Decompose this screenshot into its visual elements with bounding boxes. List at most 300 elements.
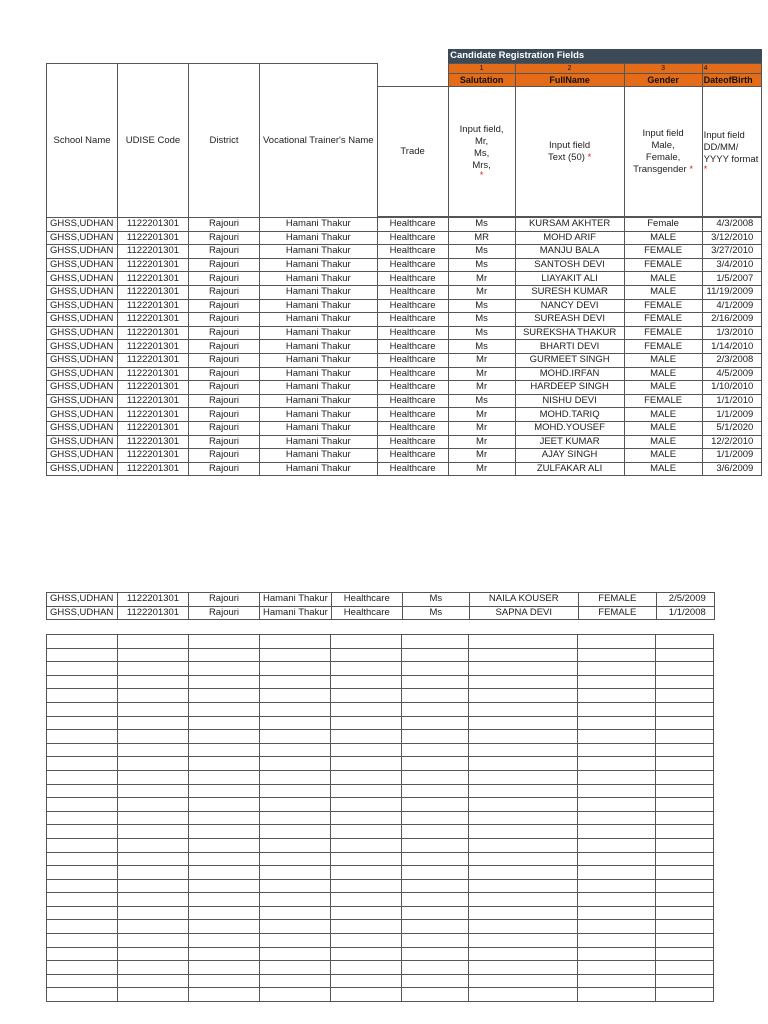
cell-salutation[interactable]: Mr [448,449,515,463]
cell-trade[interactable]: Healthcare [377,285,448,299]
empty-cell[interactable] [260,798,331,812]
empty-cell[interactable] [118,675,189,689]
cell-school-name[interactable]: GHSS,UDHAN [47,593,118,607]
empty-cell[interactable] [402,662,469,676]
cell-fullname[interactable]: SANTOSH DEVI [515,258,624,272]
cell-trade[interactable]: Healthcare [331,606,402,620]
cell-trainer-name[interactable]: Hamani Thakur [260,245,378,259]
cell-trainer-name[interactable]: Hamani Thakur [260,462,378,476]
empty-cell[interactable] [656,906,714,920]
empty-cell[interactable] [578,730,656,744]
cell-udise-code[interactable]: 1122201301 [118,313,189,327]
empty-cell[interactable] [260,635,331,649]
cell-dob[interactable]: 1/1/2010 [702,394,762,408]
cell-gender[interactable]: MALE [624,449,702,463]
empty-cell[interactable] [469,906,578,920]
empty-cell[interactable] [47,838,118,852]
empty-cell[interactable] [331,906,402,920]
empty-cell[interactable] [118,988,189,1002]
empty-cell[interactable] [47,825,118,839]
cell-gender[interactable]: FEMALE [624,313,702,327]
empty-cell[interactable] [118,716,189,730]
empty-cell[interactable] [331,730,402,744]
cell-udise-code[interactable]: 1122201301 [118,258,189,272]
cell-district[interactable]: Rajouri [189,462,260,476]
empty-cell[interactable] [402,988,469,1002]
cell-trade[interactable]: Healthcare [377,353,448,367]
empty-cell[interactable] [578,838,656,852]
empty-cell[interactable] [47,866,118,880]
cell-school-name[interactable]: GHSS,UDHAN [47,258,118,272]
empty-cell[interactable] [260,838,331,852]
empty-cell[interactable] [189,879,260,893]
empty-cell[interactable] [118,648,189,662]
cell-dob[interactable]: 3/4/2010 [702,258,762,272]
cell-gender[interactable]: FEMALE [624,245,702,259]
cell-trade[interactable]: Healthcare [377,367,448,381]
cell-fullname[interactable]: GURMEET SINGH [515,353,624,367]
empty-cell[interactable] [331,689,402,703]
cell-gender[interactable]: FEMALE [624,394,702,408]
empty-cell[interactable] [469,811,578,825]
empty-cell[interactable] [47,879,118,893]
empty-cell[interactable] [656,784,714,798]
cell-trade[interactable]: Healthcare [377,326,448,340]
empty-cell[interactable] [469,635,578,649]
empty-cell[interactable] [578,879,656,893]
cell-trade[interactable]: Healthcare [377,394,448,408]
empty-cell[interactable] [189,825,260,839]
cell-gender[interactable]: MALE [624,421,702,435]
empty-cell[interactable] [656,702,714,716]
empty-cell[interactable] [47,730,118,744]
empty-cell[interactable] [469,866,578,880]
empty-cell[interactable] [47,974,118,988]
empty-cell[interactable] [578,702,656,716]
cell-school-name[interactable]: GHSS,UDHAN [47,449,118,463]
empty-cell[interactable] [118,879,189,893]
empty-cell[interactable] [331,974,402,988]
empty-cell[interactable] [402,635,469,649]
cell-fullname[interactable]: JEET KUMAR [515,435,624,449]
empty-cell[interactable] [189,689,260,703]
empty-cell[interactable] [331,988,402,1002]
empty-cell[interactable] [331,702,402,716]
cell-dob[interactable]: 2/5/2009 [656,593,714,607]
cell-trainer-name[interactable]: Hamani Thakur [260,285,378,299]
empty-cell[interactable] [656,770,714,784]
empty-cell[interactable] [118,974,189,988]
cell-district[interactable]: Rajouri [189,299,260,313]
empty-cell[interactable] [47,770,118,784]
empty-cell[interactable] [656,635,714,649]
empty-cell[interactable] [656,934,714,948]
empty-cell[interactable] [118,838,189,852]
empty-cell[interactable] [189,702,260,716]
empty-cell[interactable] [578,662,656,676]
empty-cell[interactable] [189,770,260,784]
cell-salutation[interactable]: Mr [448,435,515,449]
empty-cell[interactable] [469,879,578,893]
cell-trainer-name[interactable]: Hamani Thakur [260,449,378,463]
empty-cell[interactable] [331,866,402,880]
cell-fullname[interactable]: SUREASH DEVI [515,313,624,327]
cell-trainer-name[interactable]: Hamani Thakur [260,231,378,245]
empty-cell[interactable] [260,648,331,662]
cell-district[interactable]: Rajouri [189,231,260,245]
empty-cell[interactable] [578,811,656,825]
empty-cell[interactable] [331,675,402,689]
cell-gender[interactable]: MALE [624,408,702,422]
empty-cell[interactable] [331,879,402,893]
empty-cell[interactable] [47,961,118,975]
cell-salutation[interactable]: Mr [448,285,515,299]
cell-trade[interactable]: Healthcare [377,408,448,422]
empty-cell[interactable] [260,988,331,1002]
empty-cell[interactable] [469,689,578,703]
cell-school-name[interactable]: GHSS,UDHAN [47,313,118,327]
cell-udise-code[interactable]: 1122201301 [118,394,189,408]
empty-cell[interactable] [189,974,260,988]
cell-gender[interactable]: MALE [624,462,702,476]
empty-cell[interactable] [656,743,714,757]
empty-cell[interactable] [331,716,402,730]
empty-cell[interactable] [578,743,656,757]
empty-cell[interactable] [656,866,714,880]
empty-cell[interactable] [656,811,714,825]
empty-cell[interactable] [578,866,656,880]
cell-fullname[interactable]: SAPNA DEVI [469,606,578,620]
cell-fullname[interactable]: AJAY SINGH [515,449,624,463]
cell-fullname[interactable]: LIAYAKIT ALI [515,272,624,286]
empty-cell[interactable] [47,920,118,934]
empty-cell[interactable] [402,893,469,907]
empty-cell[interactable] [118,635,189,649]
empty-cell[interactable] [47,906,118,920]
cell-school-name[interactable]: GHSS,UDHAN [47,285,118,299]
empty-cell[interactable] [469,675,578,689]
cell-udise-code[interactable]: 1122201301 [118,353,189,367]
empty-cell[interactable] [189,811,260,825]
cell-udise-code[interactable]: 1122201301 [118,340,189,354]
empty-cell[interactable] [189,934,260,948]
empty-cell[interactable] [402,743,469,757]
cell-trade[interactable]: Healthcare [377,381,448,395]
empty-cell[interactable] [118,934,189,948]
cell-trade[interactable]: Healthcare [377,258,448,272]
empty-cell[interactable] [331,770,402,784]
empty-cell[interactable] [469,947,578,961]
empty-cell[interactable] [656,879,714,893]
empty-cell[interactable] [469,743,578,757]
cell-fullname[interactable]: SUREKSHA THAKUR [515,326,624,340]
empty-cell[interactable] [189,852,260,866]
cell-udise-code[interactable]: 1122201301 [118,421,189,435]
empty-cell[interactable] [656,893,714,907]
empty-cell[interactable] [260,893,331,907]
cell-gender[interactable]: MALE [624,435,702,449]
empty-cell[interactable] [656,730,714,744]
cell-udise-code[interactable]: 1122201301 [118,593,189,607]
cell-gender[interactable]: Female [624,218,702,232]
cell-school-name[interactable]: GHSS,UDHAN [47,381,118,395]
cell-dob[interactable]: 3/12/2010 [702,231,762,245]
empty-cell[interactable] [656,716,714,730]
empty-cell[interactable] [656,825,714,839]
empty-cell[interactable] [47,648,118,662]
empty-cell[interactable] [47,798,118,812]
empty-cell[interactable] [189,838,260,852]
cell-salutation[interactable]: Ms [448,299,515,313]
empty-cell[interactable] [47,934,118,948]
empty-cell[interactable] [469,920,578,934]
cell-school-name[interactable]: GHSS,UDHAN [47,394,118,408]
empty-cell[interactable] [189,675,260,689]
empty-cell[interactable] [469,648,578,662]
empty-cell[interactable] [578,988,656,1002]
empty-cell[interactable] [118,825,189,839]
empty-cell[interactable] [118,689,189,703]
cell-udise-code[interactable]: 1122201301 [118,381,189,395]
empty-cell[interactable] [189,961,260,975]
cell-district[interactable]: Rajouri [189,408,260,422]
empty-cell[interactable] [260,675,331,689]
empty-cell[interactable] [118,866,189,880]
cell-fullname[interactable]: ZULFAKAR ALI [515,462,624,476]
cell-trade[interactable]: Healthcare [377,313,448,327]
empty-cell[interactable] [656,947,714,961]
cell-school-name[interactable]: GHSS,UDHAN [47,435,118,449]
empty-cell[interactable] [331,743,402,757]
empty-cell[interactable] [402,906,469,920]
empty-cell[interactable] [469,662,578,676]
cell-udise-code[interactable]: 1122201301 [118,435,189,449]
cell-gender[interactable]: MALE [624,367,702,381]
empty-cell[interactable] [331,635,402,649]
empty-cell[interactable] [189,988,260,1002]
empty-cell[interactable] [578,947,656,961]
cell-udise-code[interactable]: 1122201301 [118,408,189,422]
cell-dob[interactable]: 1/1/2008 [656,606,714,620]
cell-school-name[interactable]: GHSS,UDHAN [47,367,118,381]
empty-cell[interactable] [47,947,118,961]
cell-trainer-name[interactable]: Hamani Thakur [260,272,378,286]
cell-dob[interactable]: 1/14/2010 [702,340,762,354]
empty-cell[interactable] [118,743,189,757]
empty-cell[interactable] [189,906,260,920]
empty-cell[interactable] [260,934,331,948]
empty-cell[interactable] [469,852,578,866]
empty-cell[interactable] [331,825,402,839]
empty-cell[interactable] [331,798,402,812]
cell-udise-code[interactable]: 1122201301 [118,606,189,620]
empty-cell[interactable] [469,798,578,812]
empty-cell[interactable] [331,648,402,662]
empty-cell[interactable] [331,811,402,825]
cell-salutation[interactable]: Mr [448,272,515,286]
cell-school-name[interactable]: GHSS,UDHAN [47,272,118,286]
cell-salutation[interactable]: Ms [448,340,515,354]
empty-cell[interactable] [469,974,578,988]
cell-school-name[interactable]: GHSS,UDHAN [47,299,118,313]
empty-cell[interactable] [47,893,118,907]
cell-trainer-name[interactable]: Hamani Thakur [260,408,378,422]
cell-school-name[interactable]: GHSS,UDHAN [47,421,118,435]
empty-cell[interactable] [402,675,469,689]
empty-cell[interactable] [402,784,469,798]
cell-school-name[interactable]: GHSS,UDHAN [47,353,118,367]
cell-district[interactable]: Rajouri [189,421,260,435]
empty-cell[interactable] [260,866,331,880]
cell-fullname[interactable]: HARDEEP SINGH [515,381,624,395]
empty-cell[interactable] [189,635,260,649]
cell-school-name[interactable]: GHSS,UDHAN [47,462,118,476]
cell-dob[interactable]: 1/5/2007 [702,272,762,286]
empty-cell[interactable] [118,893,189,907]
empty-cell[interactable] [47,662,118,676]
empty-cell[interactable] [469,702,578,716]
empty-cell[interactable] [118,811,189,825]
empty-cell[interactable] [331,662,402,676]
cell-udise-code[interactable]: 1122201301 [118,231,189,245]
cell-trainer-name[interactable]: Hamani Thakur [260,218,378,232]
empty-cell[interactable] [47,689,118,703]
cell-dob[interactable]: 2/16/2009 [702,313,762,327]
cell-trainer-name[interactable]: Hamani Thakur [260,326,378,340]
empty-cell[interactable] [469,770,578,784]
cell-gender[interactable]: MALE [624,285,702,299]
empty-cell[interactable] [402,852,469,866]
empty-cell[interactable] [402,920,469,934]
cell-fullname[interactable]: MOHD.YOUSEF [515,421,624,435]
empty-cell[interactable] [402,974,469,988]
cell-district[interactable]: Rajouri [189,340,260,354]
empty-cell[interactable] [47,716,118,730]
cell-dob[interactable]: 4/3/2008 [702,218,762,232]
cell-fullname[interactable]: MOHD.IRFAN [515,367,624,381]
empty-cell[interactable] [47,743,118,757]
cell-trainer-name[interactable]: Hamani Thakur [260,435,378,449]
empty-cell[interactable] [260,906,331,920]
empty-cell[interactable] [118,730,189,744]
cell-gender[interactable]: FEMALE [578,606,656,620]
empty-cell[interactable] [402,730,469,744]
empty-cell[interactable] [402,961,469,975]
empty-cell[interactable] [656,689,714,703]
empty-cell[interactable] [118,784,189,798]
cell-district[interactable]: Rajouri [189,449,260,463]
cell-gender[interactable]: FEMALE [624,340,702,354]
cell-trainer-name[interactable]: Hamani Thakur [260,367,378,381]
cell-gender[interactable]: FEMALE [624,326,702,340]
cell-school-name[interactable]: GHSS,UDHAN [47,218,118,232]
cell-trainer-name[interactable]: Hamani Thakur [260,394,378,408]
empty-cell[interactable] [260,662,331,676]
empty-cell[interactable] [118,852,189,866]
empty-cell[interactable] [578,974,656,988]
cell-school-name[interactable]: GHSS,UDHAN [47,245,118,259]
empty-cell[interactable] [469,934,578,948]
empty-cell[interactable] [118,702,189,716]
empty-cell[interactable] [260,757,331,771]
cell-salutation[interactable]: Ms [448,218,515,232]
empty-cell[interactable] [402,866,469,880]
cell-salutation[interactable]: Mr [448,408,515,422]
cell-dob[interactable]: 4/1/2009 [702,299,762,313]
empty-cell[interactable] [469,893,578,907]
cell-district[interactable]: Rajouri [189,367,260,381]
cell-salutation[interactable]: Ms [448,313,515,327]
cell-salutation[interactable]: Ms [448,326,515,340]
cell-udise-code[interactable]: 1122201301 [118,367,189,381]
cell-district[interactable]: Rajouri [189,245,260,259]
cell-dob[interactable]: 3/27/2010 [702,245,762,259]
empty-cell[interactable] [656,852,714,866]
cell-gender[interactable]: MALE [624,231,702,245]
empty-cell[interactable] [260,770,331,784]
empty-cell[interactable] [469,825,578,839]
cell-district[interactable]: Rajouri [189,394,260,408]
empty-cell[interactable] [578,906,656,920]
empty-cell[interactable] [118,906,189,920]
cell-trainer-name[interactable]: Hamani Thakur [260,421,378,435]
empty-cell[interactable] [331,934,402,948]
cell-trade[interactable]: Healthcare [377,421,448,435]
empty-cell[interactable] [578,852,656,866]
empty-cell[interactable] [47,784,118,798]
empty-cell[interactable] [260,920,331,934]
empty-cell[interactable] [260,811,331,825]
empty-cell[interactable] [260,961,331,975]
empty-cell[interactable] [260,716,331,730]
empty-cell[interactable] [189,743,260,757]
cell-district[interactable]: Rajouri [189,218,260,232]
empty-cell[interactable] [47,988,118,1002]
cell-dob[interactable]: 1/1/2009 [702,449,762,463]
empty-cell[interactable] [47,675,118,689]
cell-trade[interactable]: Healthcare [377,462,448,476]
empty-cell[interactable] [331,947,402,961]
empty-cell[interactable] [47,811,118,825]
empty-cell[interactable] [469,988,578,1002]
empty-cell[interactable] [656,974,714,988]
empty-cell[interactable] [260,825,331,839]
cell-udise-code[interactable]: 1122201301 [118,285,189,299]
empty-cell[interactable] [260,743,331,757]
empty-cell[interactable] [331,893,402,907]
empty-cell[interactable] [260,974,331,988]
cell-school-name[interactable]: GHSS,UDHAN [47,606,118,620]
empty-cell[interactable] [402,879,469,893]
empty-cell[interactable] [578,757,656,771]
empty-cell[interactable] [656,662,714,676]
cell-fullname[interactable]: NAILA KOUSER [469,593,578,607]
cell-district[interactable]: Rajouri [189,606,260,620]
cell-fullname[interactable]: MOHD.TARIQ [515,408,624,422]
empty-cell[interactable] [260,784,331,798]
cell-dob[interactable]: 4/5/2009 [702,367,762,381]
cell-trade[interactable]: Healthcare [377,272,448,286]
empty-cell[interactable] [118,947,189,961]
cell-fullname[interactable]: BHARTI DEVI [515,340,624,354]
empty-cell[interactable] [47,757,118,771]
empty-cell[interactable] [656,798,714,812]
empty-cell[interactable] [260,852,331,866]
empty-cell[interactable] [656,988,714,1002]
empty-cell[interactable] [469,961,578,975]
empty-cell[interactable] [656,757,714,771]
empty-cell[interactable] [578,798,656,812]
